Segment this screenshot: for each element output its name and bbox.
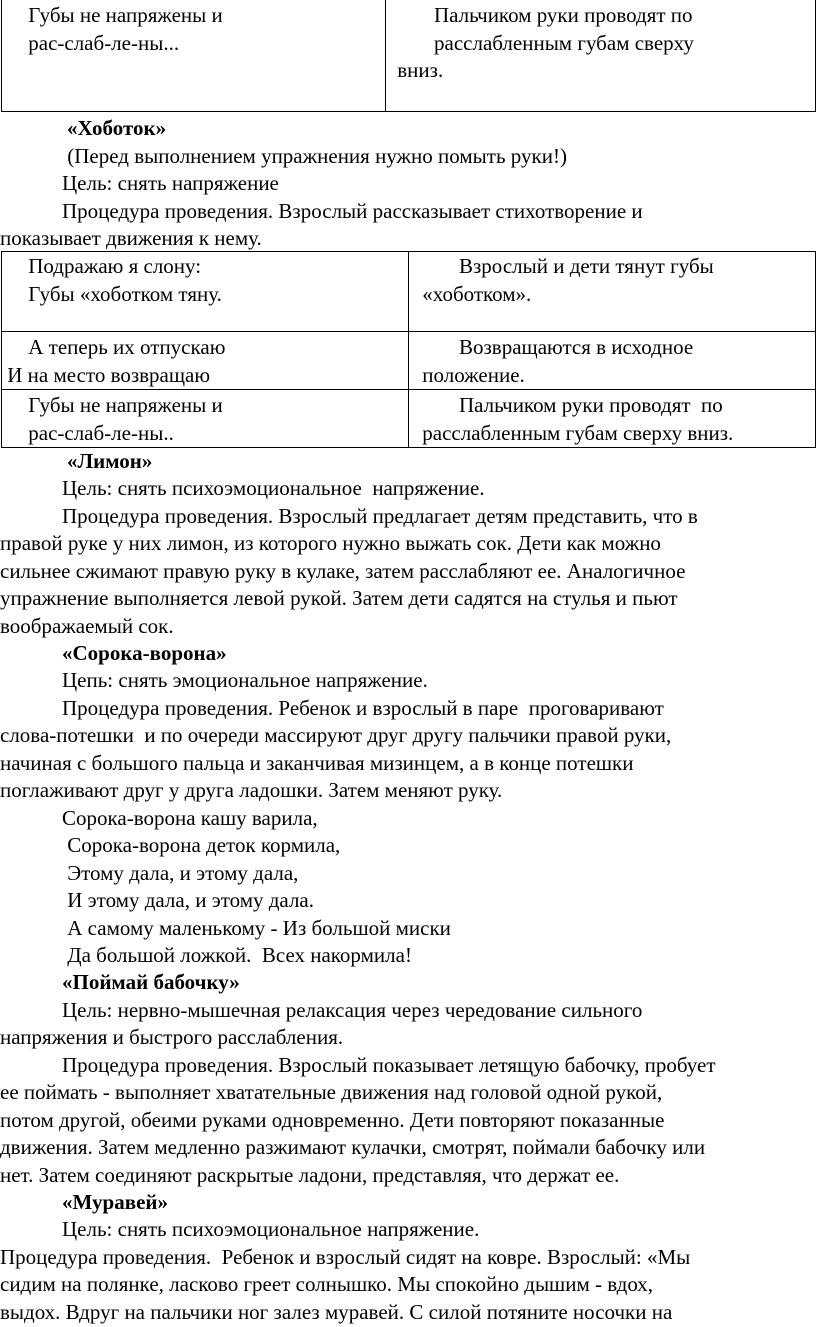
exercise-goal: Цель: снять психоэмоциональное напряжение. [62,1217,480,1241]
table-cell-right [409,252,816,332]
table-row [2,0,816,112]
exercise-procedure: выдох. Вдруг на пальчики ног залез муравей. С силой потяните носочки на [0,1300,673,1324]
verse-line: А самому маленькому - Из большой миски [62,916,451,940]
exercise-procedure: движения. Затем медленно разжимают кулачки, смотрят, поймали бабочку или [0,1135,706,1159]
exercise-title-soroka: «Сорока-ворона» [62,641,227,665]
exercise-procedure: сидим на полянке, ласково греет солнышко. Мы спокойно дышим - вдох, [0,1272,654,1296]
exercise-procedure: начиная с большого пальца и заканчивая мизинцем, а в конце потешки [0,751,634,775]
verse-text: А теперь их отпускаю И на место возвращаю [7,335,226,387]
exercise-title-muravey: «Муравей» [62,1190,168,1214]
exercise-goal: Цель: снять напряжение [62,171,279,195]
exercise-title-limon: «Лимон» [67,449,153,473]
table-cell-right [409,332,816,390]
verse-line: Сорока-ворона кашу варила, [62,806,318,830]
exercise-goal: Цепь: снять эмоциональное напряжение. [62,668,428,692]
exercise-procedure: упражнение выполняется левой рукой. Затем дети садятся на стулья и пьют [0,586,678,610]
exercise-procedure: ее поймать - выполняет хватательные движения над головой одной рукой, [0,1080,663,1104]
exercise-note: (Перед выполнением упражнения нужно помыть руки!) [62,144,567,168]
exercise-procedure: воображаемый сок. [0,614,174,638]
table-cell-left [2,390,409,448]
action-text: Пальчиком руки проводят по расслабленным губам сверху вниз. [397,3,694,83]
exercise-procedure: Процедура проведения. Взрослый предлагает детям представить, что в [62,504,698,528]
exercise-procedure: показывает движения к нему. [0,226,262,250]
exercise-title-babochka: «Поймай бабочку» [62,970,240,994]
verse-line: И этому дала, и этому дала. [62,888,314,912]
verse-line: Да большой ложкой. Всех накормила! [62,943,412,967]
table-lips-top [1,0,816,112]
action-text: Возвращаются в исходное положение. [422,335,694,387]
table-row [2,390,816,448]
exercise-procedure: слова-потешки и по очереди массируют друг другу пальчики правой руки, [0,723,672,747]
action-text: Пальчиком руки проводят по расслабленным губам сверху вниз. [422,393,734,445]
exercise-goal: напряжения и быстрого расслабления. [0,1025,344,1049]
exercise-goal: Цель: нервно-мышечная релаксация через чередование сильного [62,998,643,1022]
table-cell-left [2,332,409,390]
table-cell-left [2,0,386,112]
table-cell-left [2,252,409,332]
table-row [2,252,816,332]
table-cell-right [409,390,816,448]
verse-text: Губы не напряжены и рас-слаб-ле-ны.. [28,393,223,445]
exercise-procedure: нет. Затем соединяют раскрытые ладони, представляя, что держат ее. [0,1163,620,1187]
verse-text: Губы не напряжены и рас-слаб-ле-ны... [28,3,223,55]
exercise-goal: Цель: снять психоэмоциональное напряжение. [62,476,485,500]
table-cell-right [386,0,816,112]
exercise-procedure: потом другой, обеими руками одновременно. Дети повторяют показанные [0,1108,665,1132]
verse-line: Сорока-ворона деток кормила, [62,833,341,857]
exercise-procedure: Процедура проведения. Ребенок и взрослый сидят на ковре. Взрослый: «Мы [0,1245,691,1269]
exercise-procedure: правой руке у них лимон, из которого нужно выжать сок. Дети как можно [0,531,661,555]
exercise-title-khobotok: «Хоботок» [67,116,167,140]
exercise-procedure: поглаживают друг у друга ладошки. Затем меняют руку. [0,778,503,802]
exercise-procedure: сильнее сжимают правую руку в кулаке, затем расслабляют ее. Аналогичное [0,559,686,583]
table-row [2,332,816,390]
exercise-procedure: Процедура проведения. Взрослый рассказывает стихотворение и [62,199,643,223]
exercise-procedure: Процедура проведения. Ребенок и взрослый в паре проговаривают [62,696,664,720]
action-text: Взрослый и дети тянут губы «хоботком». [422,254,714,306]
verse-text: Подражаю я слону: Губы «хоботком тяну. [28,254,222,306]
exercise-procedure: Процедура проведения. Взрослый показывает летящую бабочку, пробует [62,1053,716,1077]
verse-line: Этому дала, и этому дала, [62,861,299,885]
table-khobotok [1,251,816,448]
